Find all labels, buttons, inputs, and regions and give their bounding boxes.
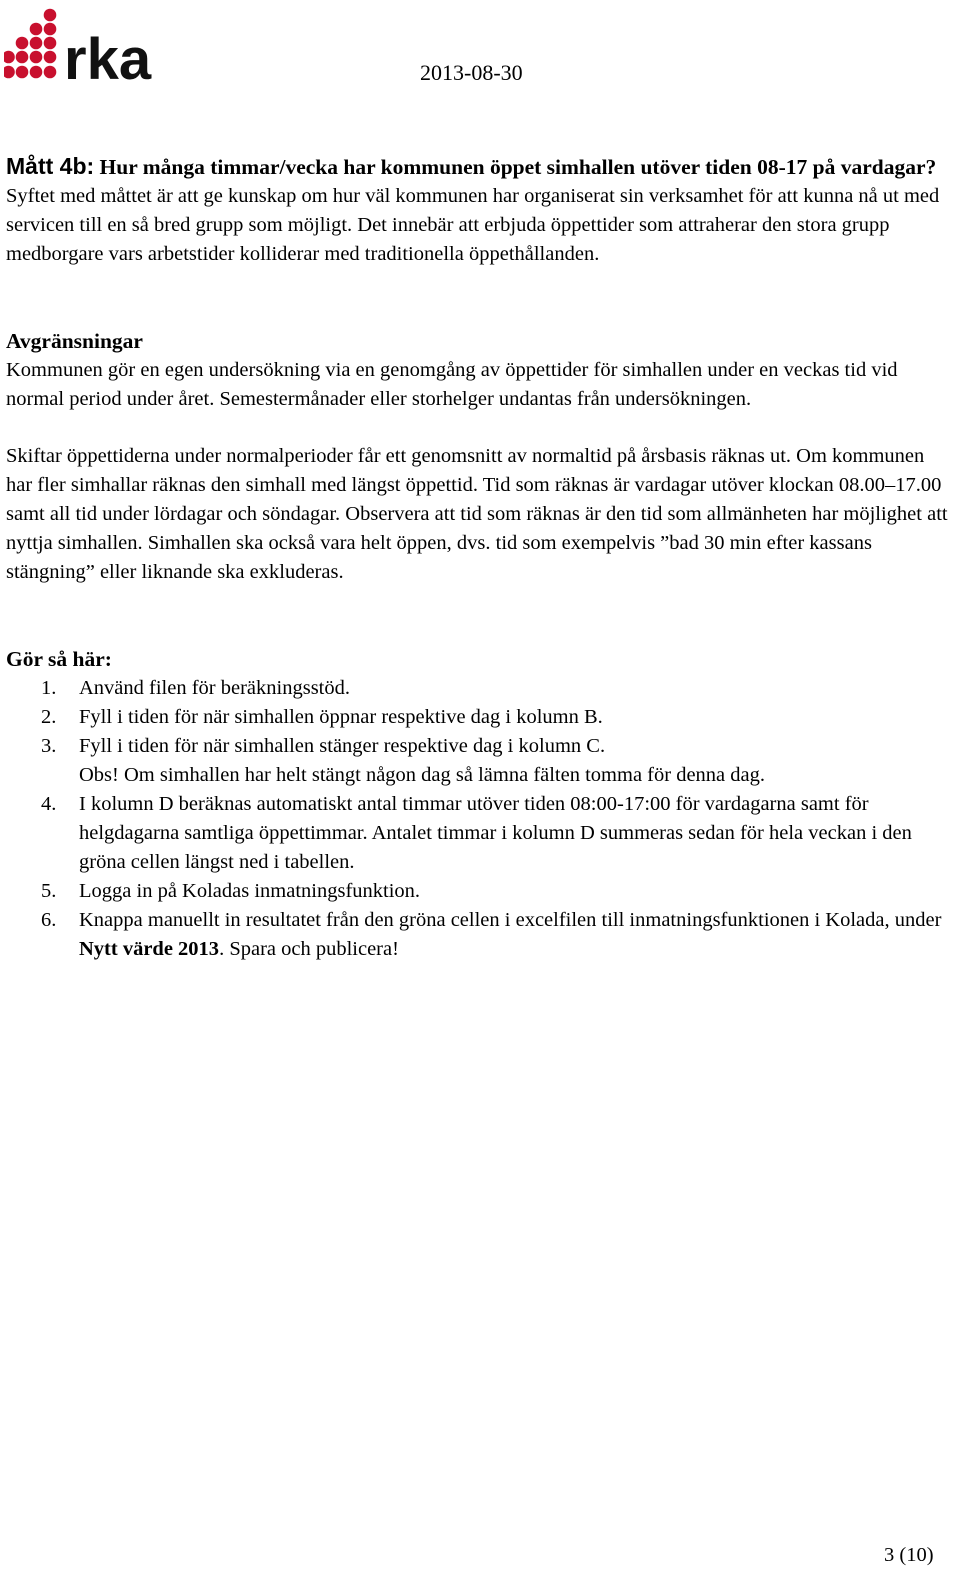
step-note: Obs! Om simhallen har helt stängt någon dag så lämna fälten tomma för denna dag.	[79, 764, 765, 786]
step-text: Knappa manuellt in resultatet från den gröna cellen i excelfilen till inmatningsfunktionen i Kolada, under	[79, 909, 942, 931]
step-number: 6.	[41, 909, 57, 931]
step-number: 5.	[41, 880, 57, 902]
howto-heading: Gör så här:	[6, 647, 112, 671]
measure-question: Hur många timmar/vecka har kommunen öppet simhallen utöver tiden 08-17 på vardagar?	[99, 155, 937, 179]
howto-steps	[6, 674, 948, 964]
measure-title	[6, 152, 948, 182]
limits-paragraph-1: Kommunen gör en egen undersökning via en genomgång av öppettider för simhallen under en veckas tid vid normal period under året. Semestermånader eller storhelger undantas från undersökningen.	[6, 359, 898, 410]
list-item	[6, 703, 948, 732]
step-text: Fyll i tiden för när simhallen öppnar respektive dag i kolumn B.	[79, 706, 603, 728]
limits-paragraph-2: Skiftar öppettiderna under normalperioder får ett genomsnitt av normaltid på årsbasis räknas ut. Om kommunen har fler simhallar räknas den simhall med längst öppettid. Tid som räknas är vardagar utöver klockan 08.00–17.00 samt all tid under lördagar och söndagar. Observera att tid som räknas är den tid som allmänheten har möjlighet att nyttja simhallen. Simhallen ska också vara helt öppen, dvs. tid som exempelvis ”bad 30 min efter kassans stängning” eller liknande ska exkluderas.	[6, 445, 948, 583]
step-text: Logga in på Koladas inmatningsfunktion.	[79, 880, 421, 902]
intro-paragraph: Syftet med måttet är att ge kunskap om hur väl kommunen har organiserat sin verksamhet för att kunna nå ut med servicen till en så bred grupp som möjligt. Det innebär att erbjuda öppettider som attraherar den stora grupp medborgare vars arbetstider kolliderar med traditionella öppethållanden.	[6, 185, 940, 265]
list-item	[6, 877, 948, 906]
step-text-end: . Spara och publicera!	[219, 938, 399, 960]
step-number: 3.	[41, 735, 57, 757]
list-item	[6, 906, 948, 964]
list-item	[6, 790, 948, 877]
step-number: 2.	[41, 706, 57, 728]
logo-text: rka	[64, 27, 152, 84]
measure-id: Mått 4b:	[6, 153, 95, 179]
step-number: 4.	[41, 793, 57, 815]
limits-heading: Avgränsningar	[6, 329, 143, 353]
step-text: Använd filen för beräkningsstöd.	[79, 677, 350, 699]
step-text: Fyll i tiden för när simhallen stänger respektive dag i kolumn C.	[79, 735, 606, 757]
rka-logo	[4, 6, 176, 84]
page-number: 3 (10)	[884, 1544, 934, 1566]
new-value-label: Nytt värde 2013	[79, 938, 220, 960]
step-number: 1.	[41, 677, 57, 699]
list-item	[6, 732, 948, 790]
document-body	[6, 152, 948, 964]
header-date: 2013-08-30	[420, 60, 523, 85]
step-text: I kolumn D beräknas automatiskt antal timmar utöver tiden 08:00-17:00 för vardagarna samt för helgdagarna samtliga öppettimmar. Antalet timmar i kolumn D summeras sedan för hela veckan i den gröna cellen längst ned i tabellen.	[79, 793, 912, 873]
list-item	[6, 674, 948, 703]
